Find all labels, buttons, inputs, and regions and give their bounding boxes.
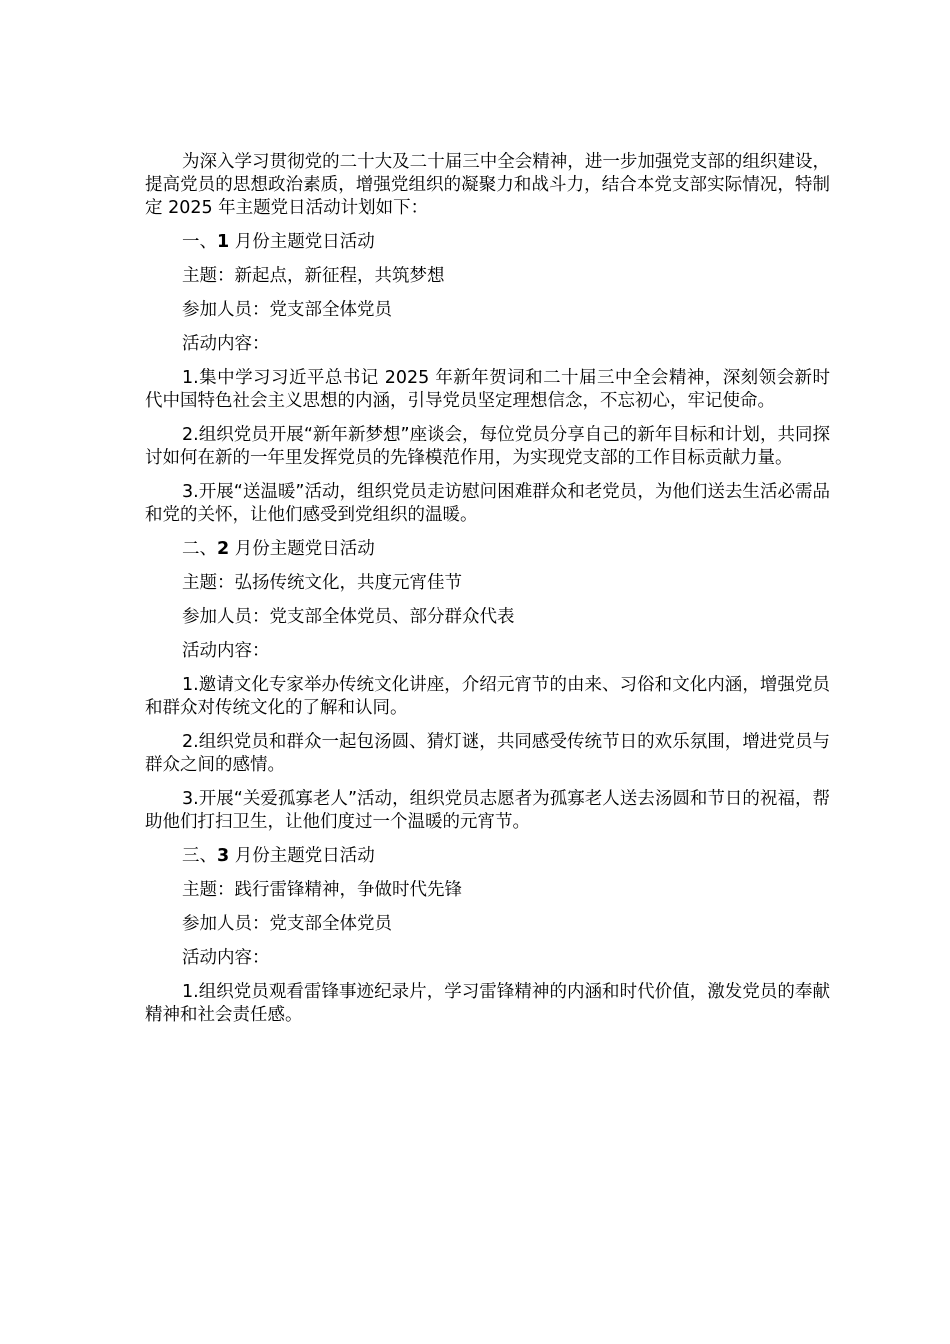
activity-item: 1.组织党员观看雷锋事迹纪录片，学习雷锋精神的内涵和时代价值，激发党员的奉献精神和社会责任感。 [145,982,830,1025]
section-content-label: 活动内容： [182,641,270,661]
section-title-suffix: 月份主题党日活动 [229,846,375,866]
section-participants: 参加人员：党支部全体党员 [182,914,392,934]
section-theme: 主题：践行雷锋精神，争做时代先锋 [182,880,462,900]
section-title-month: 1 [217,232,230,252]
section-title-month: 3 [217,846,230,866]
activity-item: 3.开展“关爱孤寡老人”活动，组织党员志愿者为孤寡老人送去汤圆和节日的祝福，帮助他们打扫卫生，让他们度过一个温暖的元宵节。 [145,789,830,832]
section-theme: 主题：弘扬传统文化，共度元宵佳节 [182,573,462,593]
activity-item: 2.组织党员开展“新年新梦想”座谈会，每位党员分享自己的新年目标和计划，共同探讨如何在新的一年里发挥党员的先锋模范作用，为实现党支部的工作目标贡献力量。 [145,425,830,468]
activity-item: 3.开展“送温暖”活动，组织党员走访慰问困难群众和老党员，为他们送去生活必需品和党的关怀，让他们感受到党组织的温暖。 [145,482,830,525]
section-content-label: 活动内容： [182,948,270,968]
section-title-suffix: 月份主题党日活动 [229,539,375,559]
section-title-march [145,845,830,868]
section-title-suffix: 月份主题党日活动 [229,232,375,252]
section-participants: 参加人员：党支部全体党员、部分群众代表 [182,607,515,627]
section-title-prefix: 三、 [182,846,217,866]
section-title-february [145,538,830,561]
intro-paragraph: 为深入学习贯彻党的二十大及二十届三中全会精神，进一步加强党支部的组织建设，提高党员的思想政治素质，增强党组织的凝聚力和战斗力，结合本党支部实际情况，特制定 2025 年主题党日活动计划如下： [145,152,830,218]
activity-item: 2.组织党员和群众一起包汤圆、猜灯谜，共同感受传统节日的欢乐氛围，增进党员与群众之间的感情。 [145,732,830,775]
section-title-january [145,231,830,254]
section-theme: 主题：新起点，新征程，共筑梦想 [182,266,445,286]
section-title-prefix: 二、 [182,539,217,559]
activity-item: 1.集中学习习近平总书记 2025 年新年贺词和二十届三中全会精神，深刻领会新时代中国特色社会主义思想的内涵，引导党员坚定理想信念，不忘初心，牢记使命。 [145,368,830,411]
section-participants: 参加人员：党支部全体党员 [182,300,392,320]
section-title-month: 2 [217,539,230,559]
activity-item: 1.邀请文化专家举办传统文化讲座，介绍元宵节的由来、习俗和文化内涵，增强党员和群众对传统文化的了解和认同。 [145,675,830,718]
document-page [145,151,830,1038]
section-title-prefix: 一、 [182,232,217,252]
section-content-label: 活动内容： [182,334,270,354]
